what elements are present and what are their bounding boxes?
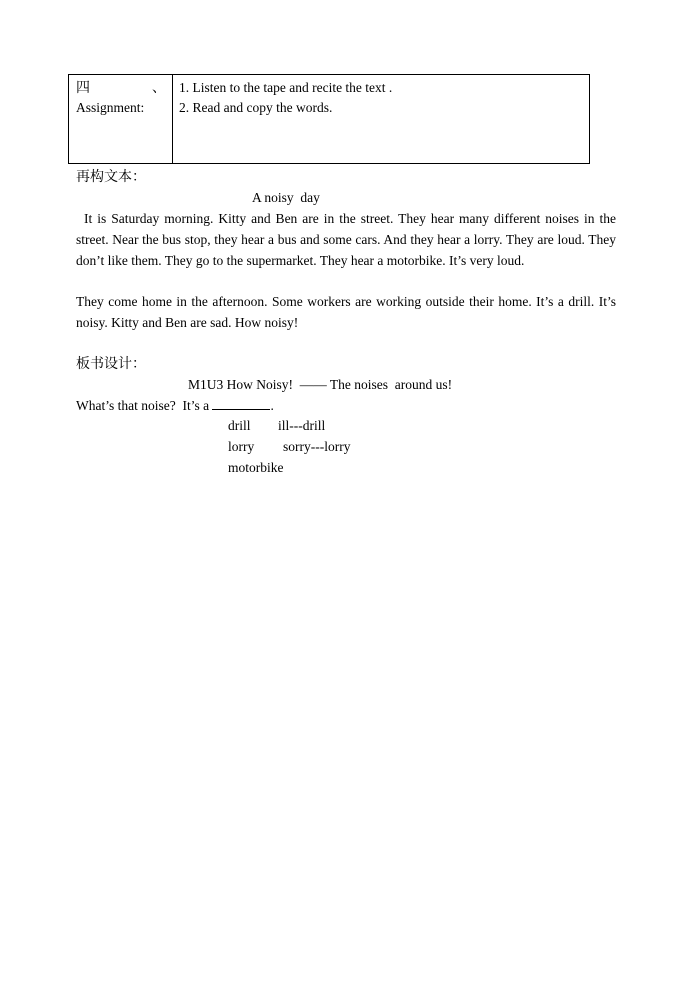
fill-in-blank: [212, 396, 270, 410]
board-pair-2: sorry---lorry: [283, 439, 351, 454]
board-design-heading: 板书设计：: [76, 356, 146, 372]
board-question: [76, 396, 274, 416]
board-word-3: motorbike: [228, 460, 284, 475]
assignment-item-2: 2. Read and copy the words.: [179, 100, 333, 115]
assignment-label-mark: 、: [152, 80, 166, 96]
reconstructed-text-heading: 再构文本：: [76, 169, 146, 185]
story-paragraph-1: It is Saturday morning. Kitty and Ben are in the street. They hear many different noises in the street. Near the bus stop, they hear a bus and some cars. And they hear a lorry. They are loud. They don’t like them. They go to the supermarket. They hear a motorbike. It’s very loud.: [76, 211, 616, 268]
board-word-1: drill: [228, 418, 251, 433]
table-divider: [172, 75, 173, 163]
assignment-label-text: Assignment:: [76, 100, 145, 115]
story-paragraph-2: They come home in the afternoon. Some workers are working outside their home. It’s a drill. It’s noisy. Kitty and Ben are sad. How noisy!: [76, 294, 616, 330]
board-pair-1: ill---drill: [278, 418, 326, 433]
assignment-label-number: 四: [76, 80, 90, 96]
story-title: A noisy day: [252, 190, 320, 205]
assignment-table: [68, 74, 590, 164]
board-design-title: M1U3 How Noisy! —— The noises around us!: [188, 377, 453, 392]
board-question-prefix: What’s that noise? It’s a: [76, 398, 213, 413]
board-word-2: lorry: [228, 439, 255, 454]
assignment-label-cell: [76, 78, 166, 118]
assignment-items-cell: [179, 78, 392, 118]
assignment-label-number-row: [76, 78, 166, 98]
assignment-item-1: 1. Listen to the tape and recite the text .: [179, 80, 393, 95]
board-question-suffix: .: [270, 398, 274, 413]
